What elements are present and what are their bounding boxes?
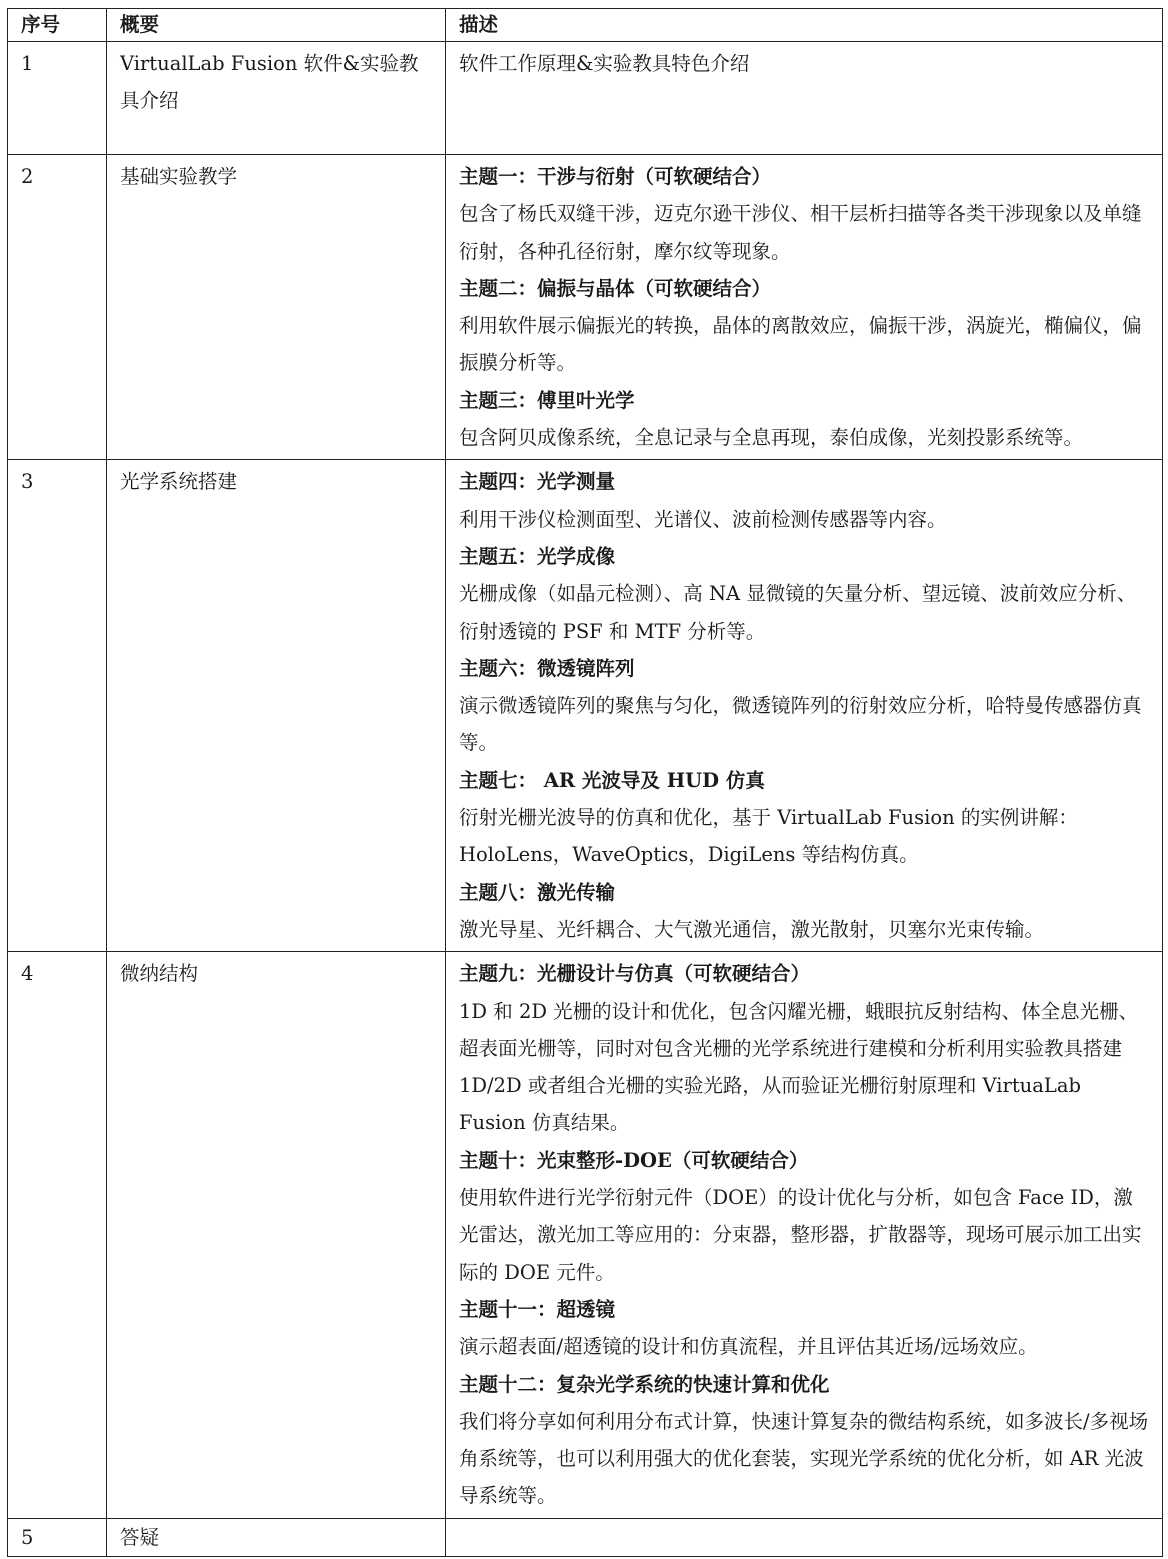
row-description [446, 42, 1163, 155]
theme-title: 主题十二：复杂光学系统的快速计算和优化 [459, 1372, 830, 1396]
course-table [7, 8, 1163, 1557]
theme-title: 主题十：光束整形-DOE（可软硬结合） [459, 1148, 809, 1172]
row-number: 1 [8, 42, 107, 155]
row-description [446, 460, 1163, 952]
theme-title: 主题二：偏振与晶体（可软硬结合） [459, 276, 772, 300]
theme-title: 主题六：微透镜阵列 [459, 656, 635, 680]
theme-description: 演示超表面/超透镜的设计和仿真流程，并且评估其近场/远场效应。 [459, 1335, 1038, 1359]
table-row [8, 460, 1163, 952]
theme-description: 激光导星、光纤耦合、大气激光通信，激光散射，贝塞尔光束传输。 [459, 917, 1045, 941]
header-summary: 概要 [107, 9, 446, 42]
table-row [8, 155, 1163, 460]
row-description [446, 1518, 1163, 1556]
theme-title: 主题三：傅里叶光学 [459, 388, 635, 412]
row-description [446, 952, 1163, 1518]
theme-description: 光栅成像（如晶元检测）、高 NA 显微镜的矢量分析、望远镜、波前效应分析、衍射透镜的 PSF 和 MTF 分析等。 [459, 582, 1137, 643]
theme-title: 主题四：光学测量 [459, 470, 616, 494]
theme-description: 衍射光栅光波导的仿真和优化，基于 VirtualLab Fusion 的实例讲解：HoloLens，WaveOptics，DigiLens 等结构仿真。 [459, 806, 1078, 867]
theme-description: 我们将分享如何利用分布式计算，快速计算复杂的微结构系统，如多波长/多视场角系统等，也可以利用强大的优化套装，实现光学系统的优化分析，如 AR 光波导系统等。 [459, 1409, 1149, 1508]
theme-title: 主题一：干涉与衍射（可软硬结合） [459, 165, 772, 188]
table-row [8, 952, 1163, 1518]
table-row [8, 1518, 1163, 1556]
row-description [446, 155, 1163, 460]
row-summary: 答疑 [107, 1518, 446, 1556]
theme-title: 主题十一：超透镜 [459, 1297, 616, 1321]
row-summary: 光学系统搭建 [107, 460, 446, 952]
theme-description: 使用软件进行光学衍射元件（DOE）的设计优化与分析，如包含 Face ID，激光雷达，激光加工等应用的：分束器，整形器，扩散器等，现场可展示加工出实际的 DOE 元件。 [459, 1186, 1142, 1284]
row-summary: 微纳结构 [107, 952, 446, 1518]
row-number: 4 [8, 952, 107, 1518]
theme-title: 主题五：光学成像 [459, 544, 616, 568]
theme-title: 主题八：激光传输 [459, 880, 616, 904]
theme-description: 利用干涉仪检测面型、光谱仪、波前检测传感器等内容。 [459, 507, 947, 531]
header-desc: 描述 [446, 9, 1163, 42]
row-number: 5 [8, 1518, 107, 1556]
theme-description: 演示微透镜阵列的聚焦与匀化，微透镜阵列的衍射效应分析，哈特曼传感器仿真等。 [459, 694, 1142, 755]
theme-title: 主题九：光栅设计与仿真（可软硬结合） [459, 962, 811, 986]
row-number: 2 [8, 155, 107, 460]
theme-description: 软件工作原理&实验教具特色介绍 [459, 52, 750, 75]
row-summary: VirtualLab Fusion 软件&实验教具介绍 [107, 42, 446, 155]
theme-description: 1D 和 2D 光栅的设计和优化，包含闪耀光栅，蛾眼抗反射结构、体全息光栅、超表面光栅等，同时对包含光栅的光学系统进行建模和分析利用实验教具搭建 1D/2D 或者组合光栅的实验光路，从而验证光栅衍射原理和 VirtuaLab Fusion 仿真结果。 [459, 999, 1139, 1135]
table-row [8, 42, 1163, 155]
theme-description: 利用软件展示偏振光的转换，晶体的离散效应，偏振干涉，涡旋光，椭偏仪，偏振膜分析等。 [459, 314, 1142, 375]
row-summary: 基础实验教学 [107, 155, 446, 460]
theme-description: 包含阿贝成像系统，全息记录与全息再现，泰伯成像，光刻投影系统等。 [459, 426, 1084, 450]
theme-title: 主题七： AR 光波导及 HUD 仿真 [459, 768, 765, 792]
theme-description: 包含了杨氏双缝干涉，迈克尔逊干涉仪、相干层析扫描等各类干涉现象以及单缝衍射，各种孔径衍射，摩尔纹等现象。 [459, 202, 1142, 263]
table-header-row [8, 9, 1163, 42]
row-number: 3 [8, 460, 107, 952]
header-no: 序号 [8, 9, 107, 42]
